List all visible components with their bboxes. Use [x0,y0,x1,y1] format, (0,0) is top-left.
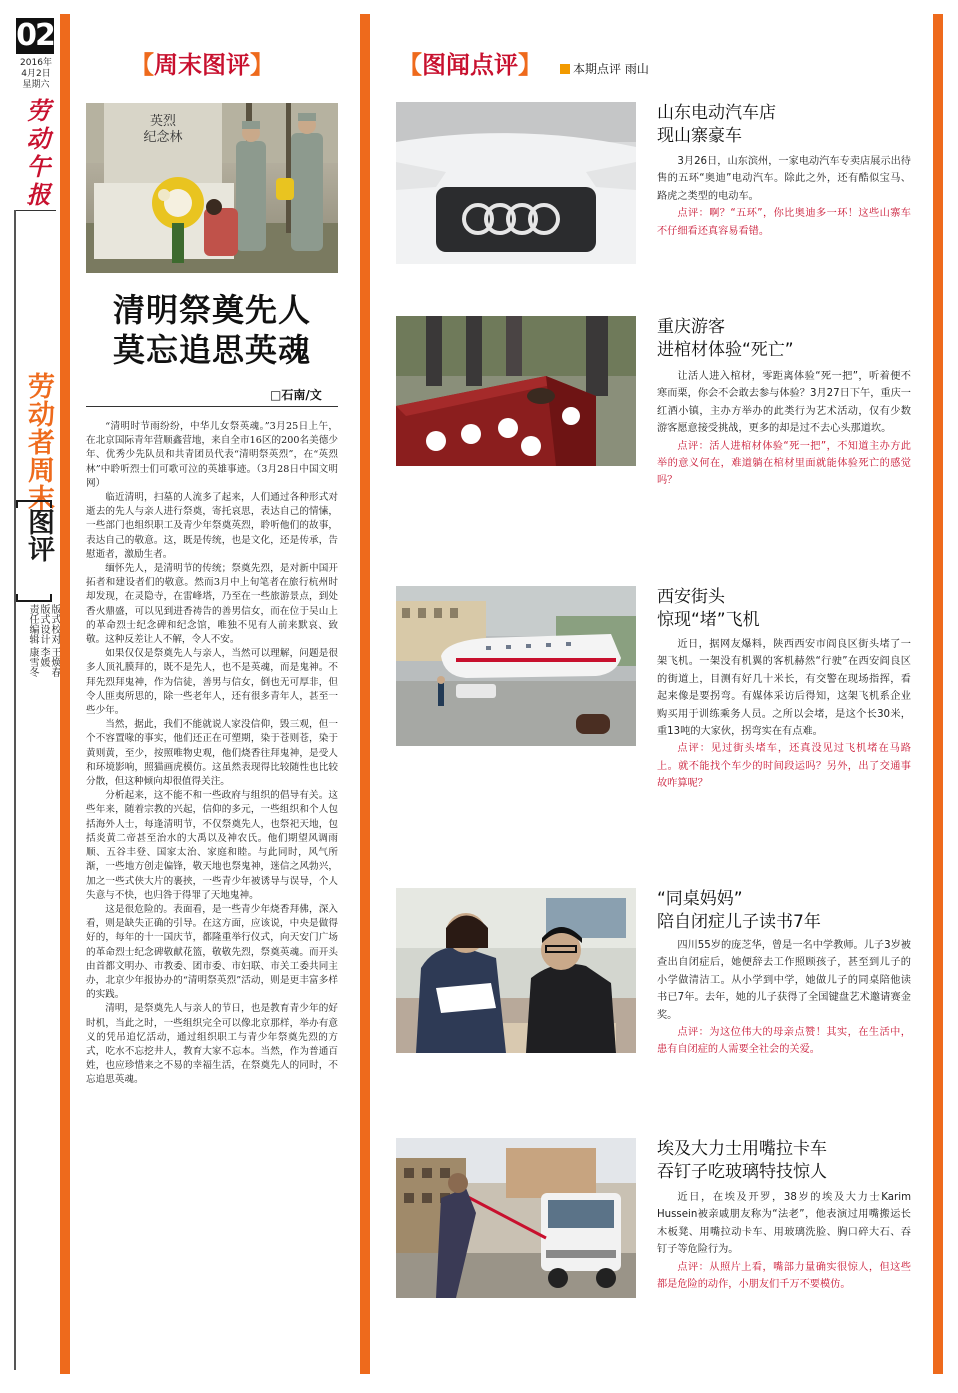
article-title-line1: 清明祭奠先人 [112,291,311,329]
logo-divider [14,210,56,211]
news-title-line: “同桌妈妈” [657,889,743,909]
news-text: 让活人进入棺材，零距离体验“死一把”，听着便不寒而栗，你会不会敢去参与体验？3月27日下午，重庆一红酒小镇，主办方举办的此类行为艺术活动，仅有少数游客愿意接受挑战，更多的却是过不去心头那道坎。 [657,371,911,435]
commentator-note-text: 本期点评 雨山 [573,62,649,76]
news-body-1 [657,153,911,240]
header-bracket-open: 【 [130,51,154,79]
news-comment: 点评：为这位伟大的母亲点赞！其实，在生活中，患有自闭症的人需要全社会的关爱。 [657,1027,911,1056]
article-paragraph: 当然，据此，我们不能就说人家没信仰，毁三观，但一个不容置喙的事实，他们还正在可塑期，染于苍则苍，染于黄则黄，至少，按照唯物史观，他们烧香往拜鬼神，是受人和环境影响，照猫画虎模仿。这虽然表现得比较随性也比较分散，但这种倾向却很值得关注。 [86,719,338,788]
news-title-line: 西安街头 [657,587,725,607]
article-paragraph: 缅怀先人，是清明节的传统；祭奠先烈，是对新中国开拓者和建设者们的敬意。然而3月中上旬笔者在旅行杭州时却发现，在灵隐寺，在雷峰塔，乃至在一些旅游景点，到处香火鼎盛，可以见到进香祷告的善男信女，而在位于吴山上的革命烈士纪念碑和纪念馆，唯独不见有人前来默哀、致敬。这种反差让人不解，令人不安。 [86,563,338,646]
section-subtitle: 图评 [23,508,54,562]
article-paragraph: 清明，是祭奠先人与亲人的节日，也是教育青少年的好时机，当此之时，一些组织完全可以像北京那样，举办有意义的凭吊追忆活动，通过组织职工与青少年祭奠先烈的方式，吃水不忘挖井人，教育大家不忘本。当然，作为普通百姓，也应珍惜来之不易的幸福生活，在祭奠先人的同时，不忘追思英魂。 [86,1003,338,1086]
monument-inscription-2: 纪念林 [143,130,183,145]
article-paragraph: 这是很危险的。表面看，是一些青少年烧香拜佛，深入看，则是缺失正确的引导。在这方面，应该说，中央是做得好的，每年的十一国庆节，都隆重举行仪式，向天安门广场的革命烈士纪念碑敬献花篮，敬敬先烈，祭奠英魂。而开头由首都文明办、市教委、团市委、市妇联、市关工委共同主办，北京少年报协办的“清明祭英烈”活动，则是更丰富多样的实践。 [86,903,338,1001]
article-paragraph: “清明时节雨纷纷，中华儿女祭英魂。”3月25日上午，在北京国际青年营顺鑫营地，来自全市16区的200名美德少年、优秀少先队员和共青团员代表“清明祭英烈”，在“英烈林”中聆听烈士们可歌可泣的英雄事迹。（3月28日中国文明网） [86,421,338,489]
bracket-bottom [16,594,52,602]
strongman-photo [396,1138,636,1298]
orange-bar-middle [360,14,370,1374]
news-title-line: 吞钉子吃玻璃特技惊人 [657,1162,827,1182]
issue-year: 2016年 [20,58,52,68]
note-square-icon [560,64,570,74]
news-title-line: 山东电动汽车店 [657,103,776,123]
right-column-header [398,45,542,79]
news-comment: 点评：见过街头堵车，还真没见过飞机堵在马路上。就不能找个车少的时间段运吗？另外，出了交通事故咋算呢？ [657,743,911,790]
header-bracket-open: 【 [398,51,422,79]
news-title-4 [657,888,917,934]
news-comment: 点评：从照片上看，嘴部力量确实很惊人，但这些都是危险的动作，小朋友们千万不要模仿。 [657,1261,911,1291]
staff-credits [16,604,60,714]
news-comment: 点评：活人进棺材体验“死一把”，不知道主办方此举的意义何在，难道躺在棺材里面就能体验死亡的感觉吗？ [657,440,911,487]
article-paragraph: 临近清明，扫墓的人流多了起来，人们通过各种形式对逝去的先人与亲人进行祭奠，寄托哀思，表达自己的情愫，一些部门也组织职工及青少年祭奠英烈，聆听他们的故事，表达自己的敬意。这，既是传统，也是文化，还是传承，告慰逝者，激励生者。 [86,492,338,560]
header-label: 周末图评 [154,51,250,79]
news-body-4 [657,937,911,1059]
header-label: 图闻点评 [422,51,518,79]
page-number: 02 [16,18,54,53]
newspaper-logo: 劳动午报 [22,97,51,210]
left-margin-rule [14,210,16,1370]
article-paragraph: 如果仅仅是祭奠先人与亲人，当然可以理解，问题是很多人顶礼膜拜的，既不是先人，也不是英魂，而是鬼神。不拜先烈拜鬼神，作为信徒，善男与信女，倒也无可厚非，但令人匪夷所思的，除一些老年人，还有很多青年人，甚至一些少年。 [86,648,338,717]
news-title-line: 进棺材体验“死亡” [657,340,794,360]
issue-day: 4月2日 [21,69,51,79]
issue-date [12,58,60,91]
news-text: 近日，据网友爆料，陕西西安市阎良区街头堵了一架飞机。一架没有机翼的客机赫然“行驶”在西安阎良区的街道上，目测有好几十米长，有交警在现场指挥，看起来像是要拐弯。有媒体采访后得知，这架飞机系企业购买用于训练乘务人员。之所以会堵，是这个长30米，重13吨的大家伙，拐弯实在有点难。 [657,639,911,738]
coffin-photo [396,316,636,466]
commentator-note [560,60,649,77]
article-byline: □石南/文 [270,388,322,402]
news-title-5 [657,1138,917,1184]
news-comment: 点评：啊？“五环”，你比奥迪多一环！这些山寨车不仔细看还真容易看错。 [657,208,911,237]
news-title-line: 现山寨豪车 [657,126,742,146]
header-bracket-close: 】 [518,51,542,79]
credit-editor: 责任编辑 康雪冬 [27,604,38,678]
credit-proofread: 版式校对 王焕春 [49,604,60,678]
news-title-line: 埃及大力士用嘴拉卡车 [657,1139,827,1159]
news-body-5 [657,1189,911,1293]
byline-divider [86,406,338,407]
news-body-3 [657,636,911,793]
bracket-top [16,500,52,508]
news-text: 近日，在埃及开罗，38岁的埃及大力士Karim Hussein被亲戚朋友称为“法老”，他表演过用嘴搬运长木板凳、用嘴拉动卡车、用玻璃洗脸、胸口碎大石、吞钉子等危险行为。 [657,1192,911,1256]
news-title-line: 陪自闭症儿子读书7年 [657,912,821,932]
mother-son-photo [396,888,636,1053]
news-title-3 [657,586,917,632]
section-title: 劳动者周末 [23,372,54,512]
orange-bar-left [60,14,70,1374]
news-text: 3月26日，山东滨州，一家电动汽车专卖店展示出待售的五环“奥迪”电动汽车。除此之外，还有酷似宝马、路虎之类型的电动车。 [657,156,911,202]
orange-bar-right [933,14,943,1374]
article-body [86,420,338,1088]
memorial-photo [86,103,338,273]
monument-inscription-1: 英烈 [149,114,177,129]
header-bracket-close: 】 [250,51,274,79]
fake-audi-photo [396,102,636,264]
news-title-1 [657,102,917,148]
news-title-line: 惊现“堵”飞机 [657,610,760,630]
news-body-2 [657,368,911,490]
article-title-line2: 莫忘追思英魂 [112,331,311,369]
issue-weekday: 星期六 [22,80,50,90]
article-title [86,290,338,370]
plane-street-photo [396,586,636,746]
credit-design: 版式设计 李媛 [38,604,49,668]
article-paragraph: 分析起来，这不能不和一些政府与组织的倡导有关。这些年来，随着宗教的兴起，信仰的多元，一些组织和个人包括海外人士，每逢清明节，不仅祭奠先人，也祭祀天地，包括炎黄二帝甚至治水的大禹以及神农氏。他们期望风调雨顺、五谷丰登、国家太治、家庭和睦。与此同时，风气所渐，一些地方创走偏锋，敬天地也祭鬼神，迷信之风勃兴，加之一些式侠大片的裹挟，一些青少年被诱导与误导，个人失意与不快，也归咎于得罪了天地鬼神。 [86,790,338,901]
news-title-line: 重庆游客 [657,317,725,337]
news-text: 四川55岁的庞芝华，曾是一名中学教师。儿子3岁被查出自闭症后，她便辞去工作照顾孩子，甚至到儿子的小学做清洁工。从小学到中学，她做儿子的同桌陪他读书已7年。去年，她的儿子获得了全国键盘艺术邀请赛金奖。 [657,940,911,1021]
left-column-header [130,45,274,79]
news-title-2 [657,316,917,362]
